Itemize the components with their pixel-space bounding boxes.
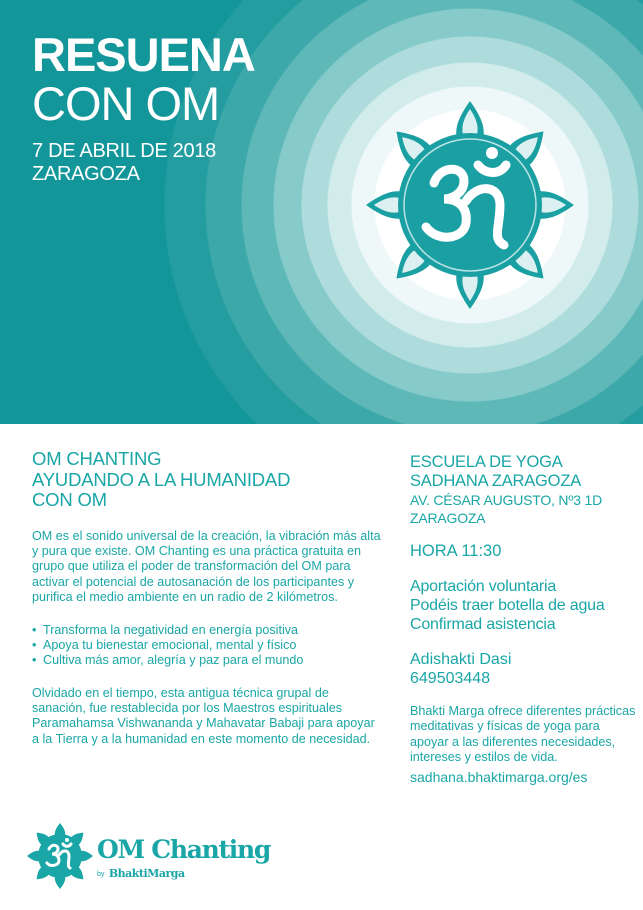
- organization-info: Bhakti Marga ofrece diferentes prácticas meditativas y físicas de yoga para apoyar a las diferentes necesidades, intereses y estilos de vida.: [410, 704, 636, 765]
- contact-name: Adishakti Dasi: [410, 651, 512, 668]
- event-date: 7 DE ABRIL DE 2018: [32, 140, 216, 162]
- venue-address-line2: ZARAGOZA: [410, 510, 486, 526]
- intro-paragraph: OM es el sonido universal de la creación, la vibración más alta y pura que existe. OM Chanting es una práctica gratuita en grupo que utiliza el poder de transformación del OM para activar el potencial de autosanación de los participantes y purifica el medio ambiente en un radio de 2 kilómetros.: [32, 528, 381, 605]
- intro-heading-line3: CON OM: [32, 489, 107, 510]
- note-item: Confirmad asistencia: [410, 616, 556, 633]
- hero-title-block: [32, 30, 255, 186]
- event-hour: HORA 11:30: [410, 542, 502, 560]
- contact-block: [410, 650, 640, 688]
- venue-address-line1: AV. CÉSAR AUGUSTO, Nº3 1D: [410, 492, 603, 508]
- list-item: • Cultiva más amor, alegría y paz para el mundo: [32, 653, 382, 668]
- hero-banner: [0, 0, 643, 424]
- om-lotus-logo-icon: [26, 822, 94, 890]
- brand-org: BhaktiMarga: [108, 867, 185, 880]
- contact-phone[interactable]: 649503448: [410, 670, 491, 687]
- intro-heading-line1: OM CHANTING: [32, 448, 162, 469]
- note-item: Podéis traer botella de agua: [410, 597, 605, 614]
- venue-name-line2: SADHANA ZARAGOZA: [410, 472, 582, 490]
- brand-wordmark: [97, 836, 270, 882]
- brand-by: by: [97, 871, 105, 878]
- hero-title-line2: CON OM: [32, 77, 220, 130]
- intro-heading-line2: AYUDANDO A LA HUMANIDAD: [32, 468, 291, 490]
- brand-name: OM Chanting: [97, 835, 271, 864]
- hero-title-line1: RESUENA: [32, 28, 255, 81]
- event-city: ZARAGOZA: [32, 163, 140, 185]
- website-link[interactable]: sadhana.bhaktimarga.org/es: [410, 768, 588, 785]
- list-item: • Apoya tu bienestar emocional, mental y físico: [32, 638, 382, 653]
- benefits-list: [32, 623, 382, 668]
- event-notes: [410, 577, 640, 634]
- list-item: • Transforma la negatividad en energía positiva: [32, 623, 382, 638]
- note-item: Aportación voluntaria: [410, 578, 557, 595]
- om-lotus-icon: [360, 95, 580, 315]
- history-paragraph: Olvidado en el tiempo, esta antigua técnica grupal de sanación, fue restablecida por los Maestros espirituales Paramahamsa Vishwananda y Mahavatar Babaji para apoyar a la Tierra y a la humanidad en este momento de necesidad.: [32, 685, 375, 746]
- intro-section: [32, 449, 382, 747]
- venue-name-line1: ESCUELA DE YOGA: [410, 453, 563, 471]
- venue-section: [410, 453, 640, 786]
